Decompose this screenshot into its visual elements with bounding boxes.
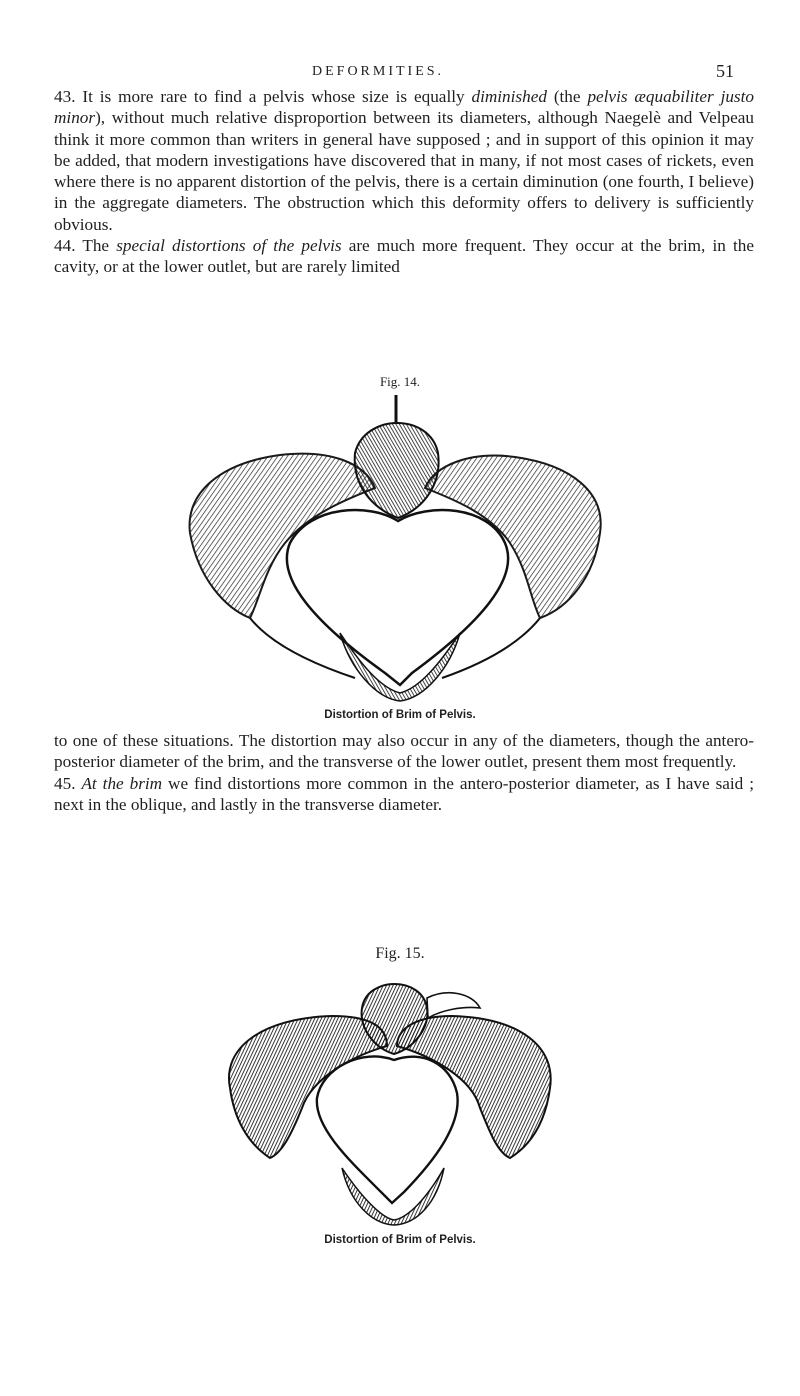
running-head <box>0 61 800 86</box>
text-block-bottom <box>54 730 754 815</box>
running-head-title: DEFORMITIES. <box>312 64 445 79</box>
pelvis-illustration-fig-14 <box>180 393 610 703</box>
paragraph-43: 43. It is more rare to find a pelvis whose size is equally diminished (the pelvis æquabiliter justo minor), without much relative disproportion between its diameters, although Naegelè and Velpeau think it more common than writers in general have supposed ; and in support of this opinion it may be added, that modern investigations have discovered that in many, if not most cases of rickets, even where there is no apparent distortion of the pelvis, there is a certain diminution (one fourth, I believe) in the aggregate diameters. The obstruction which this deformity offers to delivery is sufficiently obvious. <box>54 87 754 234</box>
paragraph-45: 45. At the brim we find distortions more common in the antero-posterior diameter, as I have said ; next in the oblique, and lastly in the transverse diameter. <box>54 773 754 814</box>
figure-14-label: Fig. 14. <box>379 374 421 389</box>
figure-14-caption: Distortion of Brim of Pelvis. <box>324 709 476 721</box>
emphasis-at-the-brim: At the brim <box>81 773 163 793</box>
figure-15-caption: Distortion of Brim of Pelvis. <box>324 1234 476 1246</box>
pelvis-illustration-fig-15 <box>222 968 558 1226</box>
figure-15-label: Fig. 15. <box>375 945 425 962</box>
emphasis-special-distortions: special distortions of the pelvis <box>116 236 342 256</box>
emphasis-diminished: diminished <box>471 87 547 106</box>
text-block-top <box>54 86 754 278</box>
paragraph-44-continued: to one of these situations. The distortion may also occur in any of the diameters, though the antero-posterior diameter of the brim, and the transverse of the lower outlet, present them most frequently. <box>54 731 754 772</box>
page-number: 51 <box>716 61 734 81</box>
paragraph-44: 44. The special distortions of the pelvis are much more frequent. They occur at the brim, in the cavity, or at the lower outlet, but are rarely limited <box>54 236 754 277</box>
emphasis-latin-term: pelvis æquabiliter justo minor <box>54 87 754 128</box>
